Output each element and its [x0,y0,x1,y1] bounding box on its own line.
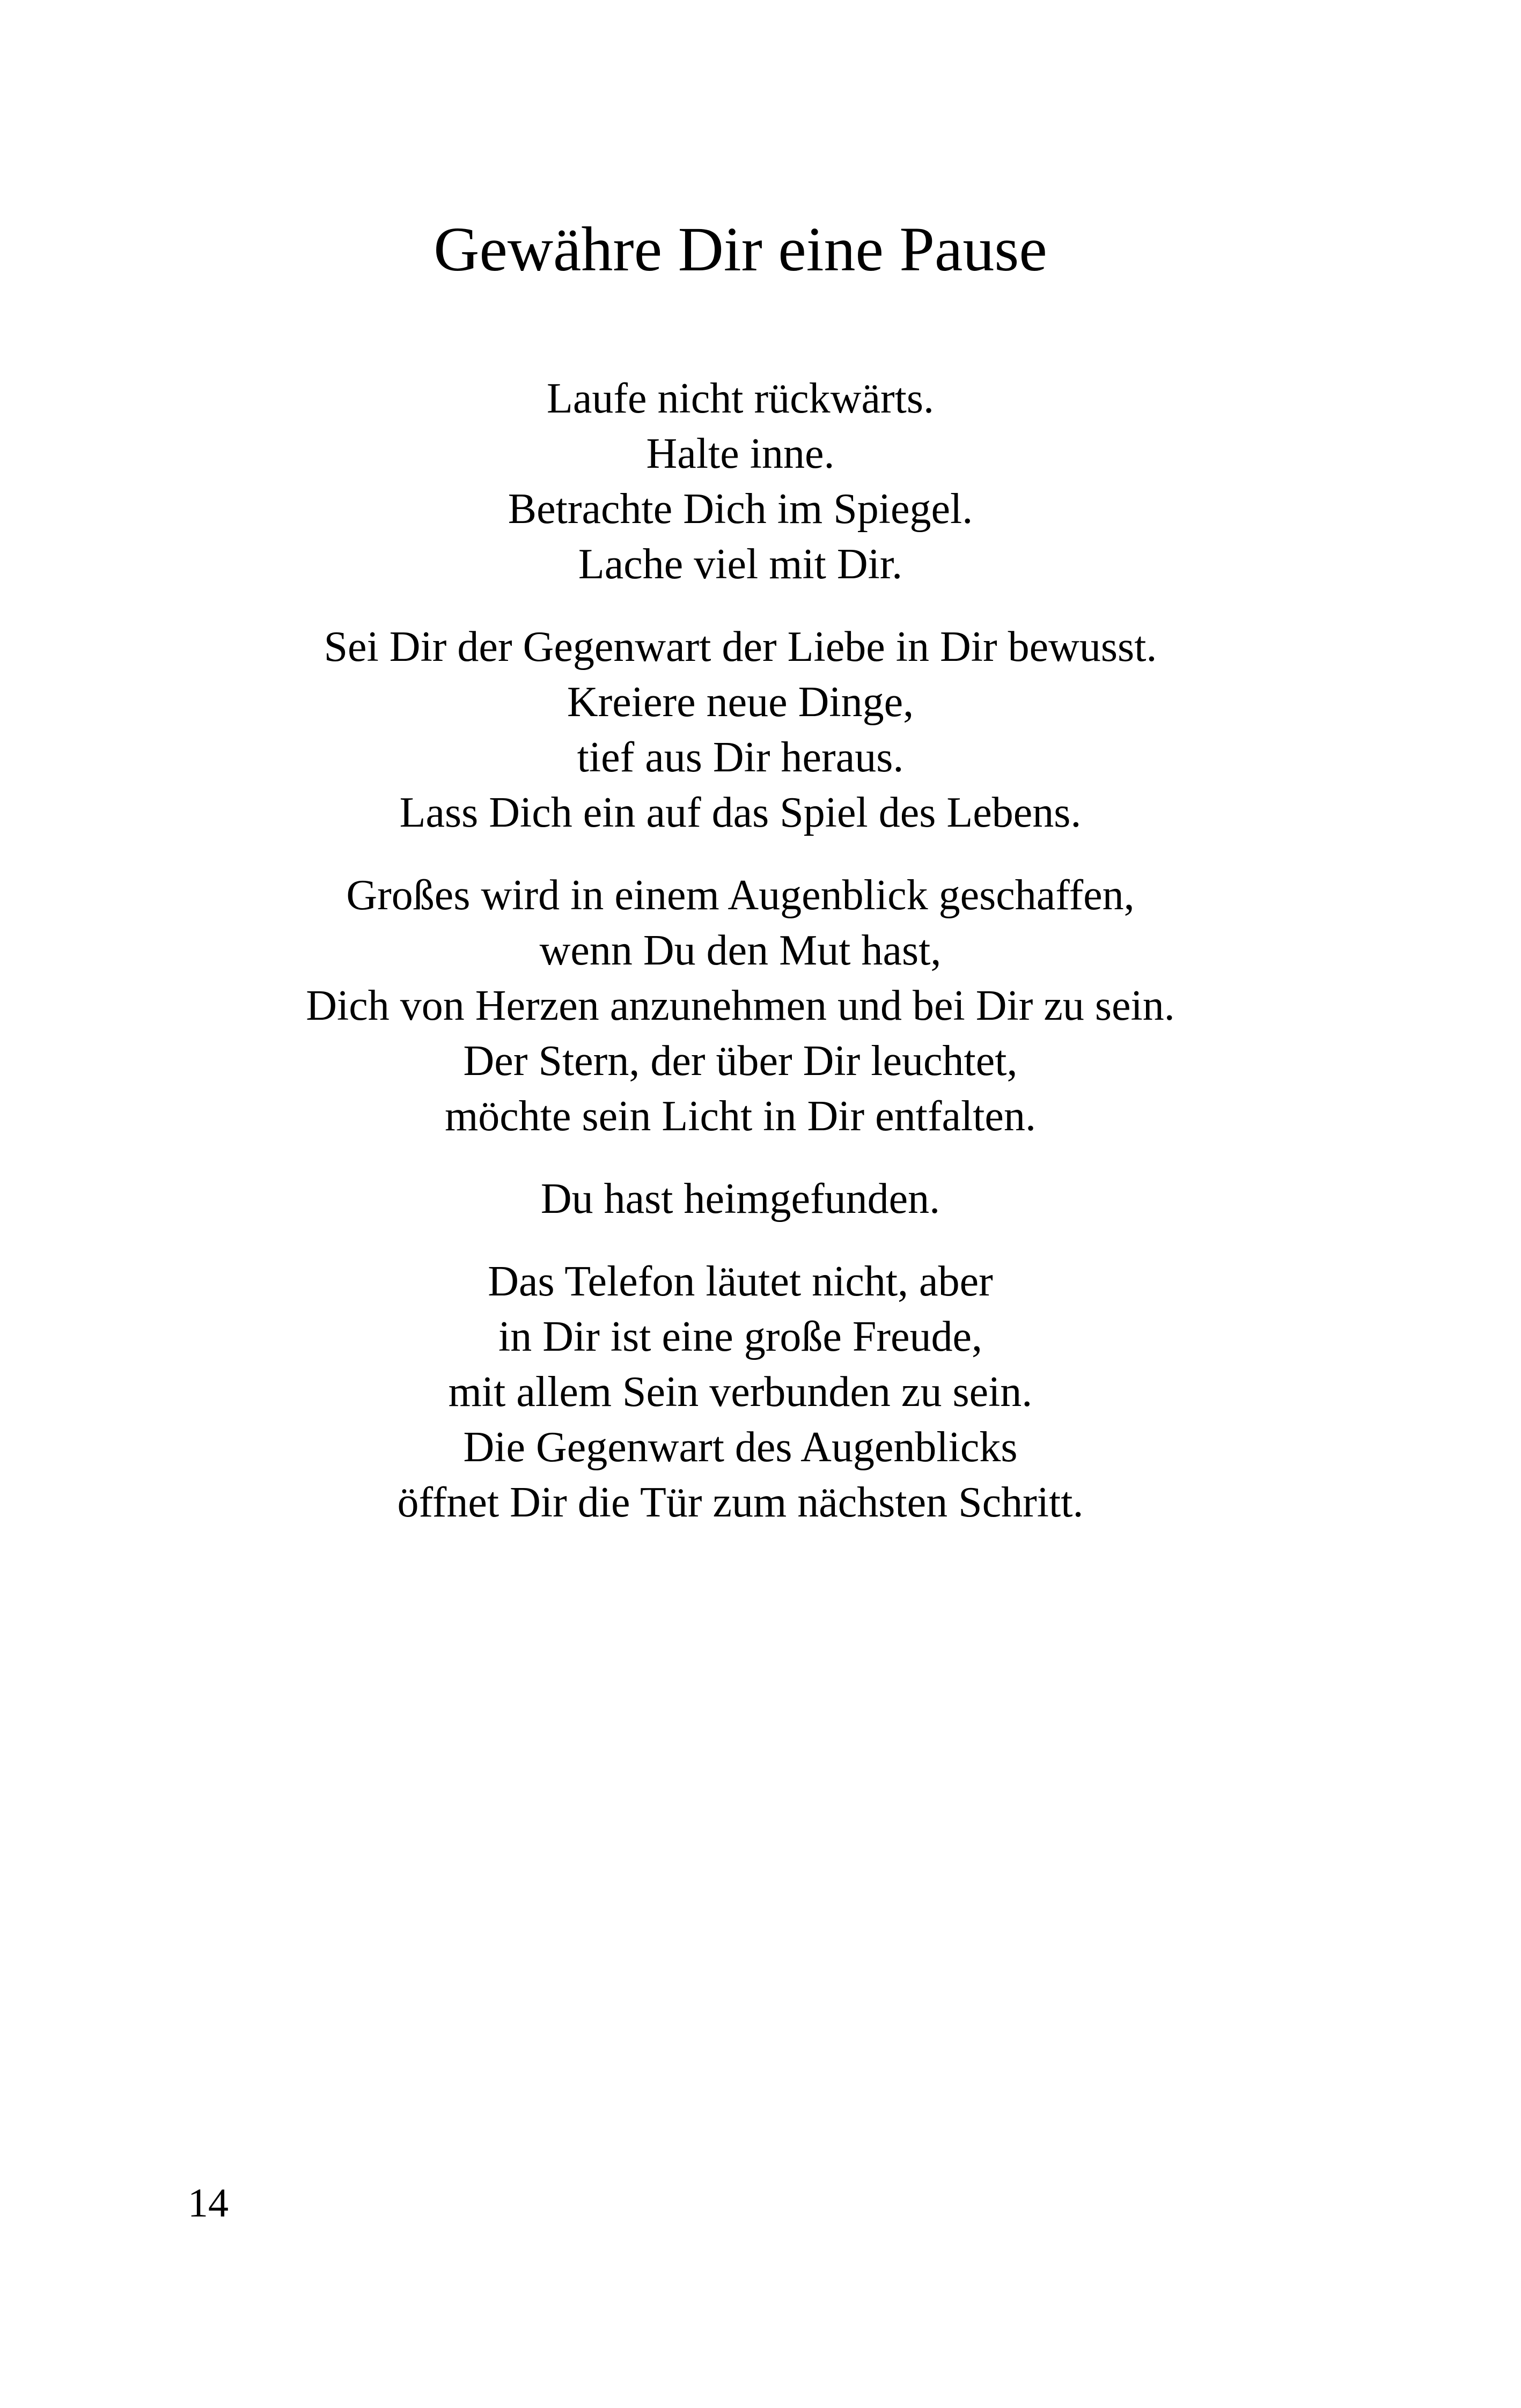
poem-line: Der Stern, der über Dir leuchtet, [463,1037,1018,1085]
poem-title: Gewähre Dir eine Pause [433,214,1047,284]
stanza [0,371,1481,592]
poem-line: Das Telefon läutet nicht, aber [488,1258,993,1305]
page-number: 14 [188,2181,229,2226]
poem-line: möchte sein Licht in Dir entfalten. [445,1093,1036,1140]
poem-line: Laufe nicht rückwärts. [547,375,934,422]
poem-line: Lass Dich ein auf das Spiel des Lebens. [399,789,1082,836]
poem-line: Halte inne. [646,430,835,477]
poem-line: Sei Dir der Gegenwart der Liebe in Dir bewusst. [324,623,1157,671]
poem-line: Dich von Herzen anzunehmen und bei Dir zu sein. [306,982,1175,1029]
stanza [0,868,1481,1144]
poem-line: mit allem Sein verbunden zu sein. [448,1368,1033,1416]
stanza [0,1254,1481,1530]
stanza [0,620,1481,841]
poem-line: wenn Du den Mut hast, [539,927,942,974]
poem-line: Du hast heimgefunden. [540,1175,940,1223]
poem-line: in Dir ist eine große Freude, [498,1313,982,1360]
poem-line: öffnet Dir die Tür zum nächsten Schritt. [397,1479,1084,1526]
poem-line: Die Gegenwart des Augenblicks [463,1424,1018,1471]
poem-line: tief aus Dir heraus. [577,734,904,781]
poem-line: Großes wird in einem Augenblick geschaffen, [346,872,1135,919]
poem-body [0,371,1481,1558]
poem-line: Kreiere neue Dinge, [567,679,914,726]
stanza [0,1172,1481,1227]
poem-line: Lache viel mit Dir. [578,541,903,588]
poem-line: Betrachte Dich im Spiegel. [508,485,973,533]
